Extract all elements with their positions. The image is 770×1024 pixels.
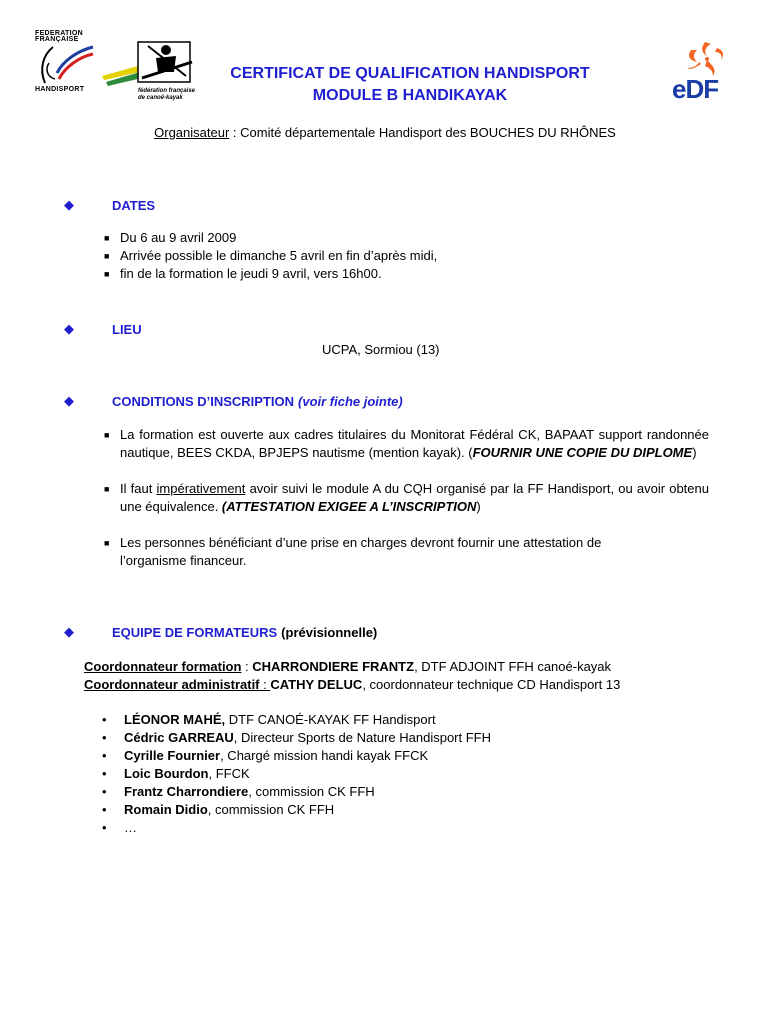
round-bullet-icon: • [102,748,107,763]
ffh-emblem-icon [35,43,95,88]
list-item [102,711,724,729]
edf-logo [672,38,742,108]
square-bullet-icon: ■ [104,251,110,261]
ffh-logo-line1: FEDERATION [35,30,83,37]
condition-1-end: ) [692,445,697,460]
coord-admin-role: , coordonnateur technique CD Handisport 13 [362,677,621,692]
square-bullet-icon: ■ [104,484,110,494]
list-item [104,247,714,265]
member-name: Frantz Charrondiere [124,784,249,799]
member-role: DTF CANOÉ-KAYAK FF Handisport [225,712,436,727]
dates-item-text: Du 6 au 9 avril 2009 [120,230,237,245]
coord-formation-role: , DTF ADJOINT FFH canoé-kayak [414,659,612,674]
lieu-section [64,321,714,357]
member-name: Cyrille Fournier [124,748,221,763]
ffck-logo-text: fédération française de canoë-kayak [138,88,196,101]
edf-logo-text: eDF [672,74,719,104]
edf-swirl-icon [677,38,737,78]
coordonnateur-formation [84,658,724,676]
list-item [102,819,724,837]
conditions-heading-note: (voir fiche jointe) [298,393,403,409]
member-name: Romain Didio [124,802,208,817]
member-role: , commission CK FFH [248,784,375,799]
title-line-1: CERTIFICAT DE QUALIFICATION HANDISPORT [230,65,590,82]
list-item [102,729,724,747]
square-bullet-icon: ■ [104,430,110,440]
list-item [102,747,724,765]
coord-admin-label: Coordonnateur administratif [84,677,260,692]
member-role: , FFCK [208,766,250,781]
dates-item-text: Arrivée possible le dimanche 5 avril en fin d’après midi, [120,248,438,263]
condition-2-emphasis: (ATTESTATION EXIGEE A L’INSCRIPTION [221,499,477,514]
square-bullet-icon: ■ [104,233,110,243]
member-role: … [124,820,137,835]
condition-2-text: avoir suivi le module A du CQH organisé par la FF Handisport, ou avoir obtenu une équivalence. [120,481,709,514]
organisateur-sep: : [229,125,241,140]
list-item [104,480,709,516]
round-bullet-icon: • [102,730,107,745]
coord-formation-sep: : [241,659,253,674]
diamond-bullet-icon: ◆ [64,624,74,639]
diamond-bullet-icon: ◆ [64,197,74,212]
list-item [104,534,664,570]
list-item [104,229,714,247]
round-bullet-icon: • [102,766,107,781]
condition-3-text: Les personnes bénéficiant d’une prise en charges devront fournir une attestation de l’organisme financeur. [120,535,602,568]
condition-1-text: La formation est ouverte aux cadres titulaires du Monitorat Fédéral CK, BAPAAT support randonnée nautique, BEES CKDA, BPJEPS nautisme (mention kayak). ( [120,427,709,460]
dates-heading: DATES [112,197,156,213]
kayak-paddler-icon [100,38,195,88]
ffck-logo [100,38,195,106]
conditions-heading: CONDITIONS D’INSCRIPTION [112,393,295,409]
coord-formation-label: Coordonnateur formation [84,659,242,674]
condition-2-pre: Il faut [120,481,157,496]
list-item [102,765,724,783]
lieu-value: UCPA, Sormiou (13) [322,342,440,357]
round-bullet-icon: • [102,712,107,727]
organisateur-label: Organisateur [154,125,230,140]
ffh-logo-line3: HANDISPORT [35,86,85,93]
organisateur-line [0,124,770,142]
list-item [104,265,714,283]
list-item [104,426,709,462]
list-item [102,801,724,819]
equipe-section [64,624,724,837]
member-name: LÉONOR MAHÉ, [124,712,226,727]
ffh-logo-line2: FRANÇAISE [35,36,79,43]
conditions-section [64,393,709,570]
condition-2-underline: impérativement [156,481,246,496]
condition-2-end: ) [476,499,481,514]
coord-admin-name: CATHY DELUC [270,677,363,692]
round-bullet-icon: • [102,802,107,817]
certificate-title [190,63,630,107]
organisateur-value: Comité départementale Handisport des BOUCHES DU RHÔNES [240,125,616,140]
dates-section [64,197,714,283]
condition-1-emphasis: FOURNIR UNE COPIE DU DIPLOME [472,445,693,460]
title-line-2: MODULE B HANDIKAYAK [312,87,508,104]
member-name: Cédric GARREAU [124,730,234,745]
member-role: , Directeur Sports de Nature Handisport FFH [233,730,492,745]
member-role: , commission CK FFH [207,802,335,817]
round-bullet-icon: • [102,820,107,835]
diamond-bullet-icon: ◆ [64,393,74,408]
member-name: Loic Bourdon [124,766,209,781]
equipe-heading: EQUIPE DE FORMATEURS [112,624,278,640]
ffh-logo [35,30,95,105]
equipe-heading-note: (prévisionnelle) [281,624,378,640]
round-bullet-icon: • [102,784,107,799]
lieu-heading: LIEU [112,321,142,337]
list-item [102,783,724,801]
coord-admin-sep: : [259,677,271,692]
member-role: , Chargé mission handi kayak FFCK [220,748,429,763]
diamond-bullet-icon: ◆ [64,321,74,336]
square-bullet-icon: ■ [104,538,110,548]
dates-item-text: fin de la formation le jeudi 9 avril, vers 16h00. [120,266,382,281]
coordonnateur-administratif [84,676,724,694]
coord-formation-name: CHARRONDIERE FRANTZ [252,659,415,674]
square-bullet-icon: ■ [104,269,110,279]
